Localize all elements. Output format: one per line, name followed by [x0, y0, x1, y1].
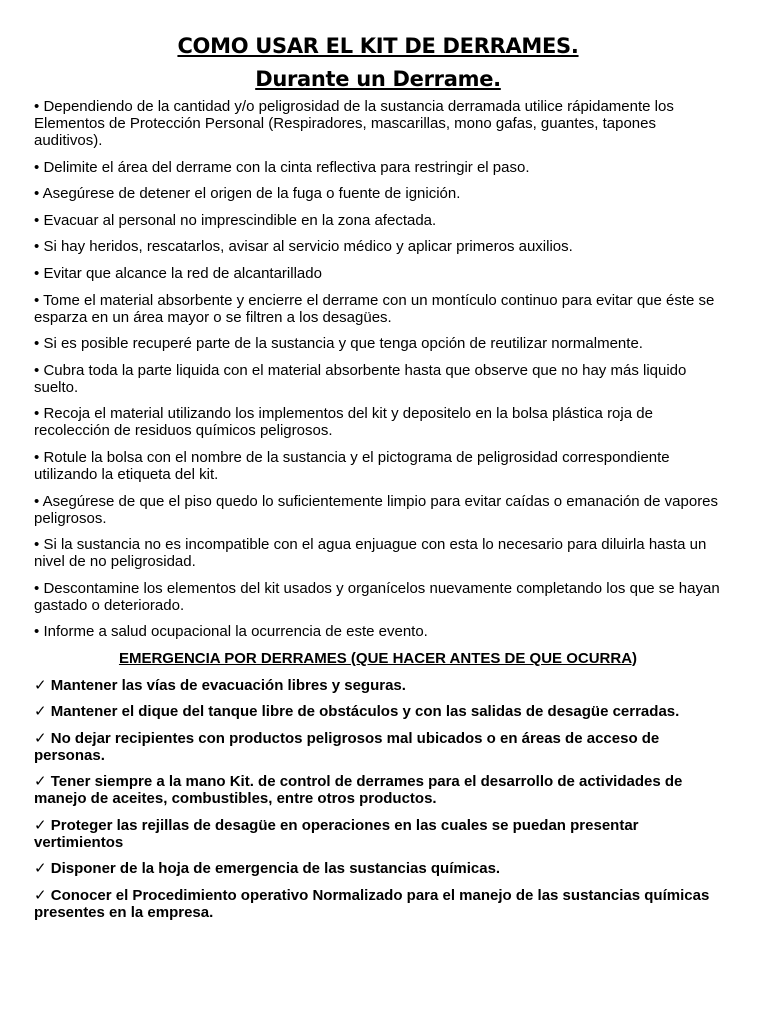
- checklist-item-text: Mantener el dique del tanque libre de obstáculos y con las salidas de desagüe cerradas.: [50, 703, 680, 721]
- checkmark-icon: ✓: [34, 728, 47, 747]
- checkmark-icon: ✓: [34, 815, 47, 834]
- checklist-item-text: No dejar recipientes con productos peligrosos mal ubicados o en áreas de acceso de personas.: [34, 729, 660, 764]
- checklist-item-text: Mantener las vías de evacuación libres y seguras.: [50, 676, 406, 694]
- list-item-text: Si la sustancia no es incompatible con el agua enjuague con esta lo necesario para diluirla hasta un nivel de no peligrosidad.: [34, 536, 707, 571]
- checklist-item: [34, 817, 722, 851]
- checklist-item: [34, 730, 722, 764]
- list-item: [34, 292, 722, 326]
- list-item: [34, 265, 722, 282]
- list-item: [34, 159, 722, 176]
- list-item: [34, 536, 722, 570]
- bullet-icon: •: [34, 623, 40, 641]
- list-item-text: Informe a salud ocupacional la ocurrencia de este evento.: [43, 623, 428, 641]
- before-spill-checklist: [34, 677, 722, 922]
- list-item: [34, 623, 722, 640]
- list-item: [34, 212, 722, 229]
- checklist-item: [34, 677, 722, 694]
- list-item: [34, 335, 722, 352]
- document-subtitle: Durante un Derrame.: [255, 67, 501, 91]
- during-spill-list: [34, 98, 722, 640]
- list-item-text: Rotule la bolsa con el nombre de la sustancia y el pictograma de peligrosidad correspondiente utilizando la etiqueta del kit.: [34, 448, 670, 483]
- list-item-text: Cubra toda la parte liquida con el material absorbente hasta que observe que no hay más liquido suelto.: [34, 361, 687, 396]
- checklist-item-text: Conocer el Procedimiento operativo Normalizado para el manejo de las sustancias químicas presentes en la empresa.: [34, 887, 710, 922]
- checkmark-icon: ✓: [34, 859, 47, 878]
- list-item: [34, 98, 722, 149]
- list-item-text: Evitar que alcance la red de alcantarillado: [43, 264, 322, 282]
- checklist-item-text: Proteger las rejillas de desagüe en operaciones en las cuales se puedan presentar vertimientos: [34, 816, 639, 851]
- list-item-text: Asegúrese de que el piso quedo lo suficientemente limpio para evitar caídas o emanación de vapores peligrosos.: [34, 492, 719, 527]
- list-item-text: Recoja el material utilizando los implementos del kit y depositelo en la bolsa plástica roja de recolección de residuos químicos peligrosos.: [34, 405, 653, 440]
- bullet-icon: •: [34, 579, 40, 597]
- document-title: COMO USAR EL KIT DE DERRAMES.: [177, 34, 579, 58]
- bullet-icon: •: [34, 335, 40, 353]
- checklist-item: [34, 773, 722, 807]
- bullet-icon: •: [34, 448, 40, 466]
- bullet-icon: •: [34, 98, 40, 115]
- bullet-icon: •: [34, 291, 40, 309]
- emergency-heading: EMERGENCIA POR DERRAMES (QUE HACER ANTES DE QUE OCURRA): [118, 649, 638, 667]
- list-item: [34, 362, 722, 396]
- checklist-item: [34, 860, 722, 877]
- bullet-icon: •: [34, 264, 40, 282]
- bullet-icon: •: [34, 238, 40, 256]
- list-item: [34, 238, 722, 255]
- list-item-text: Evacuar al personal no imprescindible en la zona afectada.: [43, 211, 437, 229]
- list-item-text: Delimite el área del derrame con la cinta reflectiva para restringir el paso.: [43, 158, 530, 176]
- list-item: [34, 185, 722, 202]
- bullet-icon: •: [34, 536, 40, 554]
- bullet-icon: •: [34, 211, 40, 229]
- checklist-item: [34, 887, 722, 921]
- checklist-item: [34, 703, 722, 720]
- list-item: [34, 449, 722, 483]
- checklist-item-text: Disponer de la hoja de emergencia de las sustancias químicas.: [50, 860, 501, 878]
- checkmark-icon: ✓: [34, 675, 47, 694]
- list-item-text: Descontamine los elementos del kit usados y organícelos nuevamente completando los que se hayan gastado o deteriorado.: [34, 579, 720, 614]
- list-item: [34, 405, 722, 439]
- bullet-icon: •: [34, 158, 40, 176]
- bullet-icon: •: [34, 185, 40, 203]
- list-item-text: Asegúrese de detener el origen de la fuga o fuente de ignición.: [42, 185, 461, 203]
- checkmark-icon: ✓: [34, 772, 47, 791]
- list-item-text: Tome el material absorbente y encierre el derrame con un montículo continuo para evitar que éste se esparza en un área mayor o se filtren a los desagües.: [34, 291, 715, 326]
- list-item: [34, 493, 722, 527]
- list-item-text: Dependiendo de la cantidad y/o peligrosidad de la sustancia derramada utilice rápidamente los Elementos de Protección Personal (Respiradores, mascarillas, mono gafas, guantes, tapones auditivos).: [34, 98, 674, 149]
- checklist-item-text: Tener siempre a la mano Kit. de control de derrames para el desarrollo de actividades de manejo de aceites, combustibles, entre otros productos.: [34, 773, 683, 808]
- list-item-text: Si hay heridos, rescatarlos, avisar al servicio médico y aplicar primeros auxilios.: [43, 238, 573, 256]
- checkmark-icon: ✓: [34, 886, 47, 905]
- bullet-icon: •: [34, 361, 40, 379]
- bullet-icon: •: [34, 492, 40, 510]
- bullet-icon: •: [34, 405, 40, 423]
- list-item: [34, 580, 722, 614]
- checkmark-icon: ✓: [34, 702, 47, 721]
- list-item-text: Si es posible recuperé parte de la sustancia y que tenga opción de reutilizar normalmente.: [43, 335, 643, 353]
